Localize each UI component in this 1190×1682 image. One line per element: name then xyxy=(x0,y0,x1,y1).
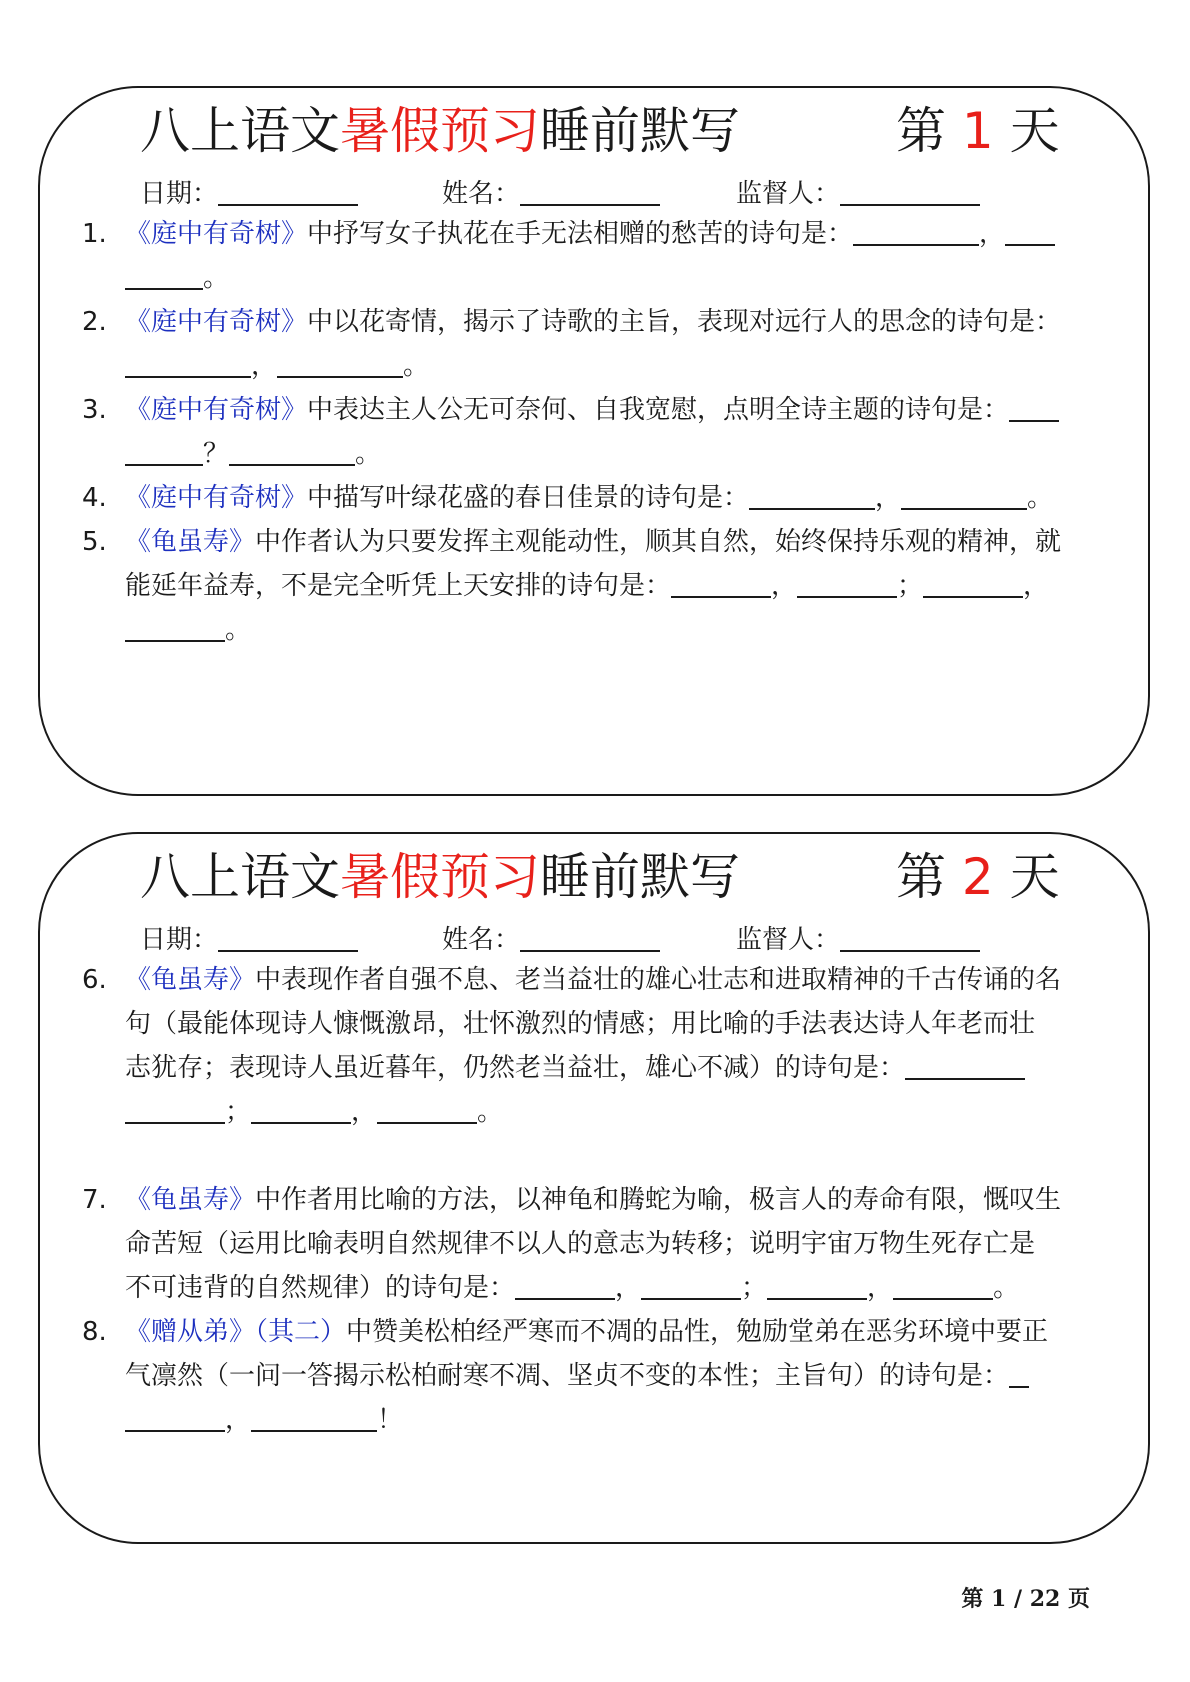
day-number: 2 xyxy=(961,848,994,906)
answer-blank[interactable] xyxy=(125,1096,225,1124)
question-item: 8. 《赠从弟》（其二）中赞美松柏经严寒而不凋的品性，勉励堂弟在恶劣环境中要正 气凛然（一问一答揭示松柏耐寒不凋、坚贞不变的本性；主旨句）的诗句是： ， ！ xyxy=(82,1317,1049,1435)
date-blank[interactable] xyxy=(218,178,358,206)
poem-source: 《龟虽寿》 xyxy=(125,965,256,995)
name-blank[interactable] xyxy=(520,924,660,952)
card-title xyxy=(140,842,1100,912)
answer-blank[interactable] xyxy=(125,614,225,642)
poem-source: 《龟虽寿》 xyxy=(125,1185,256,1215)
answer-blank[interactable] xyxy=(671,570,771,598)
title-subject: 八上语文 xyxy=(140,848,340,906)
poem-source: 《赠从弟》（其二） xyxy=(125,1317,347,1347)
name-blank[interactable] xyxy=(520,178,660,206)
answer-blank[interactable] xyxy=(1009,394,1059,422)
answer-blank[interactable] xyxy=(901,482,1027,510)
title-activity: 睡前默写 xyxy=(540,102,740,160)
question-list xyxy=(82,212,1144,652)
question-text: 能延年益寿，不是完全听凭上天安排的诗句是： xyxy=(125,571,672,601)
question-item: 4. 《庭中有奇树》中描写叶绿花盛的春日佳景的诗句是： ， 。 xyxy=(82,483,1054,513)
answer-blank[interactable] xyxy=(893,1272,993,1300)
answer-blank[interactable] xyxy=(1005,218,1055,246)
title-highlight: 暑假预习 xyxy=(340,102,540,160)
meta-row xyxy=(140,920,1100,960)
question-item: 1. 《庭中有奇树》中抒写女子执花在手无法相赠的愁苦的诗句是： ， 。 xyxy=(82,212,1144,300)
answer-blank[interactable] xyxy=(641,1272,741,1300)
answer-blank[interactable] xyxy=(125,350,251,378)
answer-blank[interactable] xyxy=(277,350,403,378)
answer-blank[interactable] xyxy=(905,1052,1025,1080)
question-text: 中作者用比喻的方法，以神龟和腾蛇为喻，极言人的寿命有限，慨叹生 xyxy=(255,1185,1062,1215)
answer-blank[interactable] xyxy=(515,1272,615,1300)
poem-source: 《庭中有奇树》 xyxy=(125,395,308,425)
answer-blank[interactable] xyxy=(923,570,1023,598)
answer-blank[interactable] xyxy=(767,1272,867,1300)
date-blank[interactable] xyxy=(218,924,358,952)
question-text: 中表现作者自强不息、老当益壮的雄心壮志和进取精神的千古传诵的名 xyxy=(255,965,1062,995)
answer-blank[interactable] xyxy=(125,1404,225,1432)
question-text: 中描写叶绿花盛的春日佳景的诗句是： xyxy=(307,483,750,513)
question-item: 3. 《庭中有奇树》中表达主人公无可奈何、自我宽慰，点明全诗主题的诗句是： ？ 。 xyxy=(82,388,1144,476)
question-text: 中表达主人公无可奈何、自我宽慰，点明全诗主题的诗句是： xyxy=(307,395,1010,425)
answer-blank[interactable] xyxy=(125,438,203,466)
question-text: 气凛然（一问一答揭示松柏耐寒不凋、坚贞不变的本性；主旨句）的诗句是： xyxy=(125,1361,1010,1391)
title-highlight: 暑假预习 xyxy=(340,848,540,906)
poem-source: 《龟虽寿》 xyxy=(125,527,256,557)
question-list xyxy=(82,958,1144,1442)
poem-source: 《庭中有奇树》 xyxy=(125,483,308,513)
supervisor-field[interactable]: 监督人： xyxy=(736,174,980,214)
question-text: 志犹存；表现诗人虽近暮年，仍然老当益壮，雄心不减）的诗句是： xyxy=(125,1053,906,1083)
answer-blank[interactable] xyxy=(125,262,203,290)
answer-blank[interactable] xyxy=(377,1096,477,1124)
date-field[interactable]: 日期： xyxy=(140,174,358,214)
answer-blank[interactable] xyxy=(229,438,355,466)
question-item: 5. 《龟虽寿》中作者认为只要发挥主观能动性，顺其自然，始终保持乐观的精神，就 能延年益寿，不是完全听凭上天安排的诗句是： ， ； ， 。 xyxy=(82,527,1062,645)
question-item: 7. 《龟虽寿》中作者用比喻的方法，以神龟和腾蛇为喻，极言人的寿命有限，慨叹生 命苦短（运用比喻表明自然规律不以人的意志为转移；说明宇宙万物生死存亡是 不可违背的自然规律）的诗句是： ， ； ， 。 xyxy=(82,1185,1062,1303)
answer-blank[interactable] xyxy=(749,482,875,510)
question-text: 中赞美松柏经严寒而不凋的品性，勉励堂弟在恶劣环境中要正 xyxy=(346,1317,1049,1347)
answer-blank[interactable] xyxy=(251,1404,377,1432)
answer-blank[interactable] xyxy=(1009,1360,1029,1388)
card-title xyxy=(140,96,1100,166)
name-field[interactable]: 姓名： xyxy=(442,920,660,960)
supervisor-blank[interactable] xyxy=(840,924,980,952)
question-text: 命苦短（运用比喻表明自然规律不以人的意志为转移；说明宇宙万物生死存亡是 xyxy=(125,1229,1036,1259)
poem-source: 《庭中有奇树》 xyxy=(125,219,308,249)
title-subject: 八上语文 xyxy=(140,102,340,160)
day-label: 第 1 天 xyxy=(896,102,1060,160)
supervisor-blank[interactable] xyxy=(840,178,980,206)
question-item: 2. 《庭中有奇树》中以花寄情，揭示了诗歌的主旨，表现对远行人的思念的诗句是： ， 。 xyxy=(82,307,1062,381)
poem-source: 《庭中有奇树》 xyxy=(125,307,308,337)
question-text: 句（最能体现诗人慷慨激昂，壮怀激烈的情感；用比喻的手法表达诗人年老而壮 xyxy=(125,1009,1036,1039)
answer-blank[interactable] xyxy=(251,1096,351,1124)
question-text: 中抒写女子执花在手无法相赠的愁苦的诗句是： xyxy=(307,219,854,249)
meta-row xyxy=(140,174,1100,214)
question-text: 中以花寄情，揭示了诗歌的主旨，表现对远行人的思念的诗句是： xyxy=(307,307,1062,337)
title-activity: 睡前默写 xyxy=(540,848,740,906)
date-field[interactable]: 日期： xyxy=(140,920,358,960)
page-number: 第 1 / 22 页 xyxy=(961,1586,1090,1612)
question-text: 中作者认为只要发挥主观能动性，顺其自然，始终保持乐观的精神，就 xyxy=(255,527,1062,557)
question-text: 不可违背的自然规律）的诗句是： xyxy=(125,1273,516,1303)
answer-blank[interactable] xyxy=(797,570,897,598)
day-number: 1 xyxy=(961,102,994,160)
question-item: 6. 《龟虽寿》中表现作者自强不息、老当益壮的雄心壮志和进取精神的千古传诵的名 句（最能体现诗人慷慨激昂，壮怀激烈的情感；用比喻的手法表达诗人年老而壮 志犹存；表现诗人虽近暮年，仍然老当益壮，雄心不减）的诗句是： ； ， 。 xyxy=(82,965,1062,1127)
day-1-card xyxy=(38,86,1150,796)
answer-blank[interactable] xyxy=(853,218,979,246)
name-field[interactable]: 姓名： xyxy=(442,174,660,214)
supervisor-field[interactable]: 监督人： xyxy=(736,920,980,960)
day-2-card xyxy=(38,832,1150,1544)
day-label: 第 2 天 xyxy=(896,848,1060,906)
